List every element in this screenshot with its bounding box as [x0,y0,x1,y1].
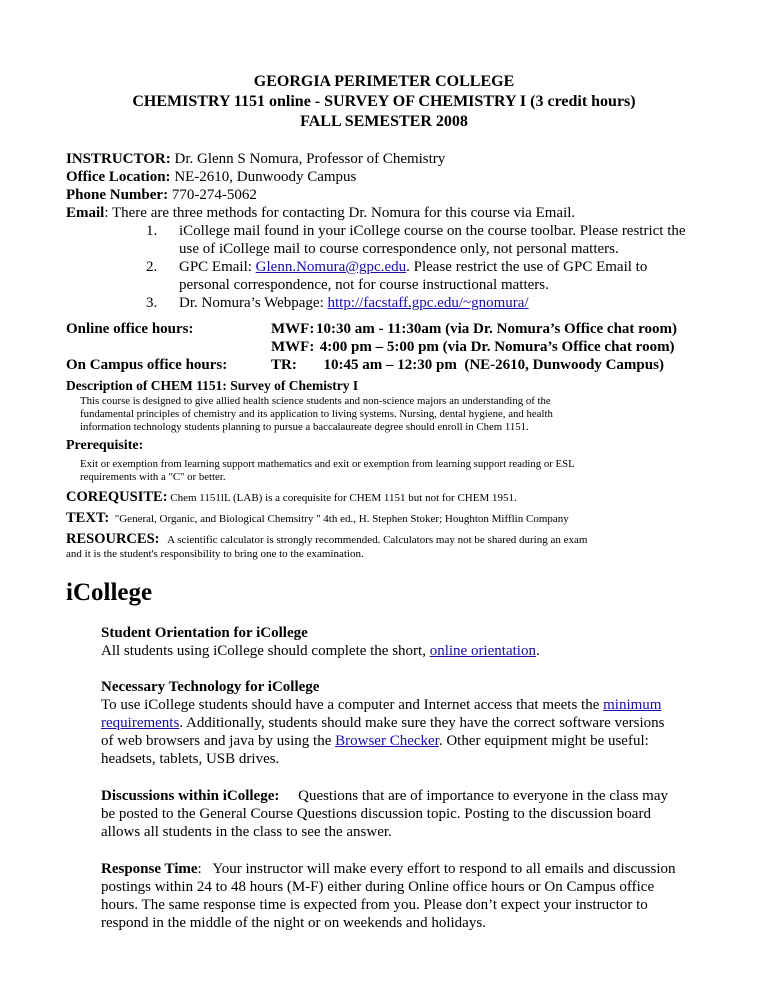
orientation-title: Student Orientation for iCollege [101,625,308,641]
list-text: iCollege mail found in your iCollege course on the course toolbar. Please restrict the [179,223,686,239]
technology-pre: To use iCollege students should have a computer and Internet access that meets the [101,697,604,713]
description-title: Description of CHEM 1151: Survey of Chemistry I [66,378,359,393]
gpc-email-link[interactable]: Glenn.Nomura@gpc.edu [255,259,407,275]
hours-time: 4:00 pm – 5:00 pm (via Dr. Nomura’s Office chat room) [316,339,675,355]
office-hours-row [66,320,726,338]
response-text: : Your instructor will make every effort to respond to all emails and discussion [197,861,676,877]
phone-line [66,186,706,204]
document-header [0,72,768,132]
hours-time: 10:45 am – 12:30 pm (NE-2610, Dunwoody Campus) [316,357,664,373]
hours-day: TR: [271,357,297,373]
text-label: TEXT: [66,510,110,526]
hours-time: 10:30 am - 11:30am (via Dr. Nomura’s Office chat room) [316,321,678,337]
orientation-post: . [535,643,540,659]
phone-value: 770-274-5062 [168,187,257,203]
list-text: use of iCollege mail to course correspondence only, not personal matters. [179,241,619,257]
office-hours-row [66,356,726,374]
instructor-value: Dr. Glenn S Nomura, Professor of Chemistry [170,151,446,167]
description-line: fundamental principles of chemistry and its application to living systems. Nursing, dental hygiene, and health [80,408,553,420]
discussions-line [101,787,721,805]
technology-line: headsets, tablets, USB drives. [101,751,280,767]
response-line: respond in the middle of the night or on weekends and holidays. [101,915,486,931]
text-line [66,511,716,526]
resources-label: RESOURCES: [66,531,160,547]
list-text [179,294,706,312]
course-title: CHEMISTRY 1151 online - SURVEY OF CHEMISTRY I (3 credit hours) [132,93,636,110]
orientation-pre: All students using iCollege should complete the short, [101,643,430,659]
email-method-2 [66,258,706,294]
office-location-label: Office Location: [66,169,171,185]
technology-section [101,678,721,768]
discussions-section [101,787,721,841]
gpc-email-post: . Please restrict the use of GPC Email to [406,259,648,275]
orientation-section [101,624,721,660]
resources-text-2: and it is the student's responsibility to bring one to the examination. [66,548,364,560]
description-line: information technology students planning to pursue a baccalaureate degree should enroll in Chem 1151. [80,421,529,433]
discussions-line: allows all students in the class to see the answer. [101,824,392,840]
resources-block [66,532,716,561]
text-value: "General, Organic, and Biological Chemsitry " 4th ed., H. Stephen Stoker; Houghton Mifflin Company [109,513,569,525]
response-section [101,860,721,932]
technology-line [101,714,721,732]
corequisite-label: COREQUSITE: [66,489,168,505]
online-hours-label: Online office hours: [66,321,194,337]
discussions-title: Discussions within iCollege: [101,788,280,804]
technology-text: . Additionally, students should make sure they have the correct software versions [179,715,665,731]
resources-text: A scientific calculator is strongly recommended. Calculators may not be shared during an exam [159,534,588,546]
email-method-1 [66,222,706,258]
response-line: postings within 24 to 48 hours (M-F) either during Online office hours or On Campus office [101,879,655,895]
technology-line [101,732,721,750]
technology-text: of web browsers and java by using the [101,733,336,749]
orientation-text [101,642,721,660]
response-title: Response Time [101,861,198,877]
office-hours-row [66,338,726,356]
email-intro: : There are three methods for contacting Dr. Nomura for this course via Email. [104,205,576,221]
phone-label: Phone Number: [66,187,169,203]
response-line [101,860,721,878]
email-line [66,204,706,222]
browser-checker-link[interactable]: Browser Checker [335,733,439,749]
prerequisite-line: Exit or exemption from learning support mathematics and exit or exemption from learning support reading or ESL [80,458,575,470]
office-location-line [66,168,706,186]
icollege-heading: iCollege [66,579,153,606]
semester: FALL SEMESTER 2008 [300,113,468,130]
technology-text: . Other equipment might be useful: [438,733,649,749]
college-name: GEORGIA PERIMETER COLLEGE [253,73,515,90]
prerequisite-line: requirements with a "C" or better. [80,471,226,483]
hours-day: MWF: [271,321,315,337]
instructor-line [66,150,706,168]
gpc-email-pre: GPC Email: [179,259,256,275]
online-orientation-link[interactable]: online orientation [429,643,536,659]
office-hours-section [66,320,726,374]
webpage-pre: Dr. Nomura’s Webpage: [179,295,328,311]
response-line: hours. The same response time is expected from you. Please don’t expect your instructor to [101,897,648,913]
webpage-link[interactable]: http://facstaff.gpc.edu/~gnomura/ [327,295,529,311]
contact-section [66,150,706,312]
discussions-line: be posted to the General Course Questions discussion topic. Posting to the discussion board [101,806,651,822]
description-line: This course is designed to give allied health science students and non-science majors an understanding of the [80,395,551,407]
technology-line [101,696,721,714]
list-text [179,258,706,276]
description-text [80,395,710,434]
corequisite-line [66,490,716,505]
prerequisite-title: Prerequisite: [66,438,144,453]
list-number: 1. [146,223,158,239]
minimum-requirements-link[interactable]: minimum [603,697,662,713]
email-label: Email [66,205,105,221]
list-number: 3. [146,295,158,311]
instructor-label: INSTRUCTOR: [66,151,171,167]
campus-hours-label: On Campus office hours: [66,357,228,373]
corequisite-text: Chem 1151lL (LAB) is a corequisite for CHEM 1151 but not for CHEM 1951. [167,492,517,504]
email-method-3 [66,294,706,312]
discussions-text: Questions that are of importance to everyone in the class may [279,788,668,804]
minimum-requirements-link[interactable]: requirements [101,715,180,731]
list-text: personal correspondence, not for course instructional matters. [179,277,549,293]
technology-title: Necessary Technology for iCollege [101,679,320,695]
office-location-value: NE-2610, Dunwoody Campus [170,169,357,185]
prerequisite-text [80,458,710,484]
list-number: 2. [146,259,158,275]
hours-day: MWF: [271,339,315,355]
